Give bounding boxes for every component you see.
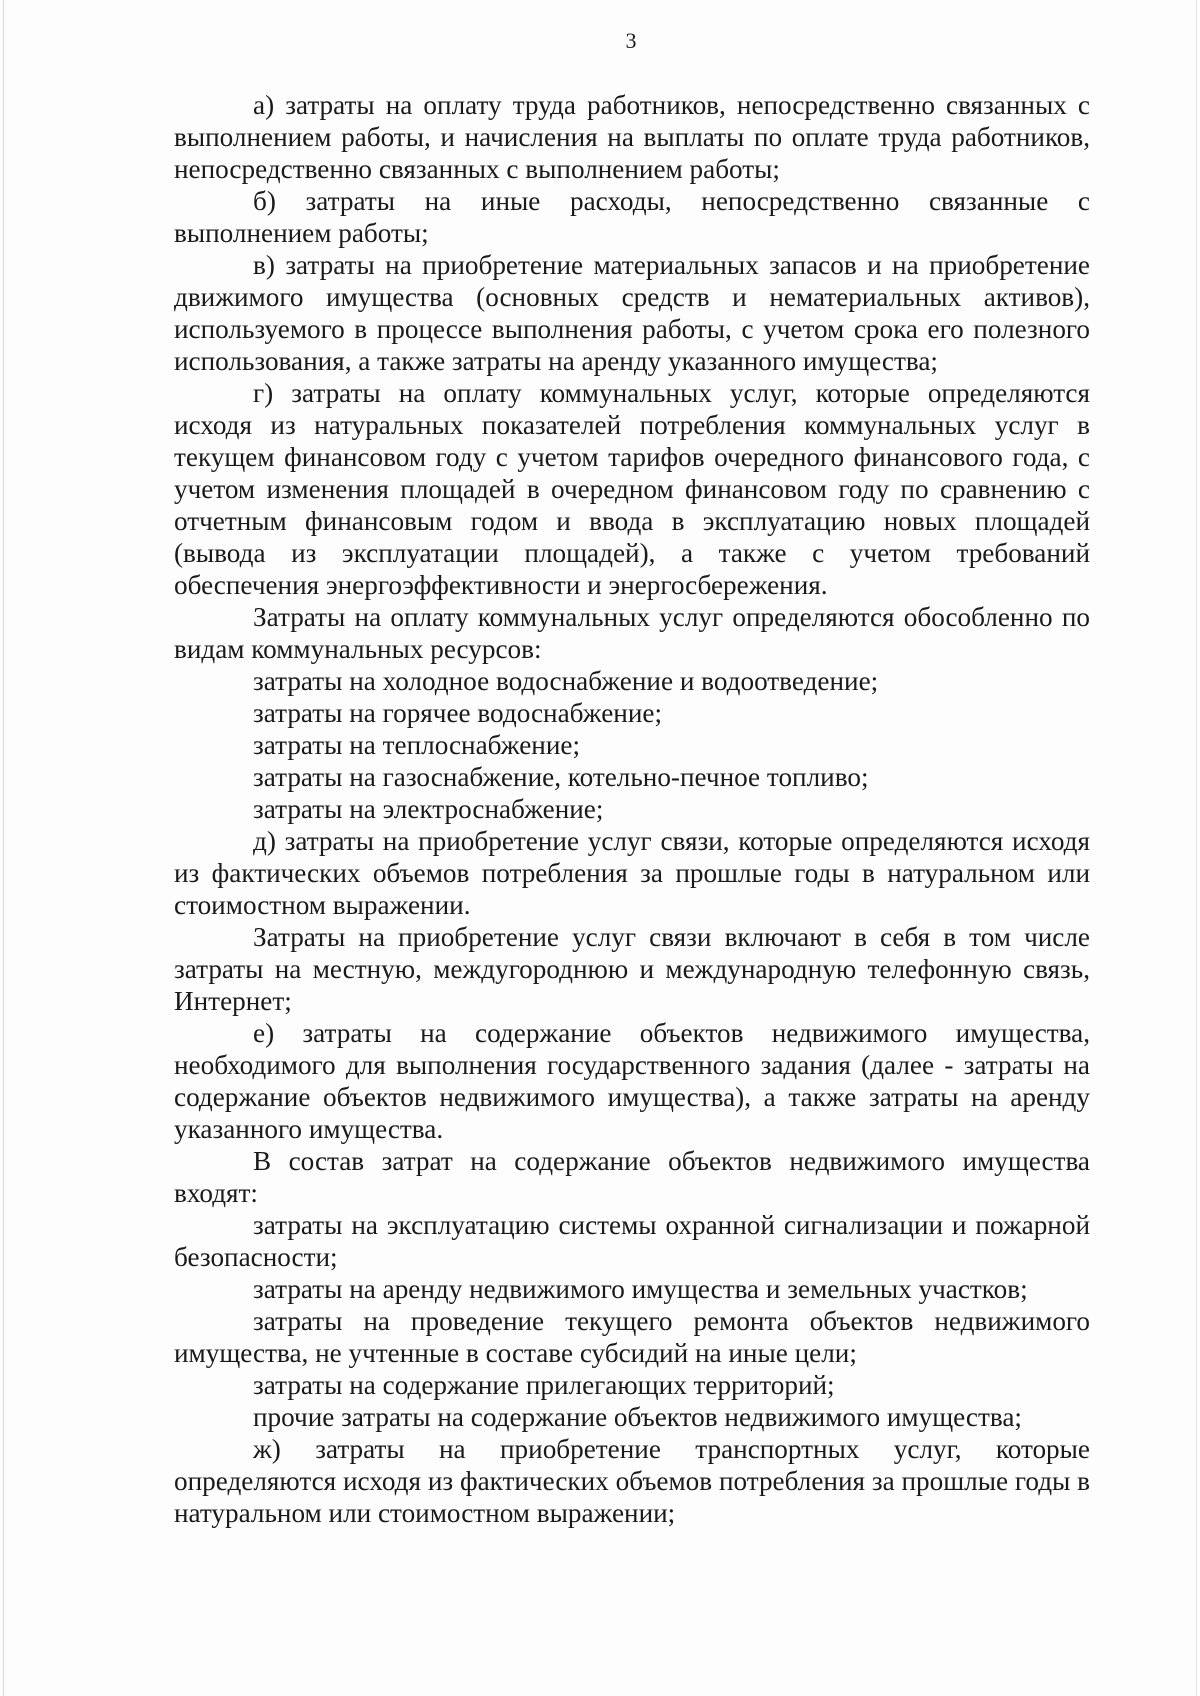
list-item-hot-water: затраты на горячее водоснабжение; bbox=[253, 698, 663, 728]
document-body bbox=[174, 89, 1090, 1529]
list-item-territories: затраты на содержание прилегающих территорий; bbox=[253, 1370, 835, 1400]
paragraph-utilities-intro: Затраты на оплату коммунальных услуг определяются обособленно по видам коммунальных ресурсов: bbox=[174, 602, 1090, 664]
scan-edge-left bbox=[3, 0, 4, 1696]
paragraph-property-intro: В состав затрат на содержание объектов недвижимого имущества входят: bbox=[174, 1146, 1090, 1208]
paragraph-v: в) затраты на приобретение материальных запасов и на приобретение движимого имущества (основных средств и нематериальных активов), используемого в процессе выполнения работы, с учетом срока его полезного использования, а также затраты на аренду указанного имущества; bbox=[174, 250, 1090, 376]
list-item-repair: затраты на проведение текущего ремонта объектов недвижимого имущества, не учтенные в составе субсидий на иные цели; bbox=[174, 1306, 1090, 1368]
list-item-gas: затраты на газоснабжение, котельно-печное топливо; bbox=[253, 762, 869, 792]
list-item-rent: затраты на аренду недвижимого имущества и земельных участков; bbox=[253, 1274, 1028, 1304]
paragraph-g: г) затраты на оплату коммунальных услуг, которые определяются исходя из натуральных показателей потребления коммунальных услуг в текущем финансовом году с учетом тарифов очередного финансового года, с учетом изменения площадей в очередном финансовом году по сравнению с отчетным финансовым годом и ввода в эксплуатацию новых площадей (вывода из эксплуатации площадей), а также с учетом требований обеспечения энергоэффективности и энергосбережения. bbox=[174, 378, 1090, 600]
list-item-heating: затраты на теплоснабжение; bbox=[253, 730, 581, 760]
list-item-security-systems: затраты на эксплуатацию системы охранной сигнализации и пожарной безопасности; bbox=[174, 1210, 1090, 1272]
paragraph-communications: Затраты на приобретение услуг связи включают в себя в том числе затраты на местную, междугороднюю и международную телефонную связь, Интернет; bbox=[174, 922, 1090, 1016]
scan-edge-right bbox=[1196, 0, 1197, 1696]
paragraph-b: б) затраты на иные расходы, непосредственно связанные с выполнением работы; bbox=[174, 186, 1090, 248]
list-item-electricity: затраты на электроснабжение; bbox=[253, 794, 604, 824]
list-item-other: прочие затраты на содержание объектов недвижимого имущества; bbox=[253, 1402, 1022, 1432]
paragraph-zh: ж) затраты на приобретение транспортных услуг, которые определяются исходя из фактических объемов потребления за прошлые годы в натуральном или стоимостном выражении; bbox=[174, 1434, 1090, 1528]
page-number: 3 bbox=[625, 28, 637, 53]
list-item-cold-water: затраты на холодное водоснабжение и водоотведение; bbox=[253, 666, 879, 696]
paragraph-a: а) затраты на оплату труда работников, непосредственно связанных с выполнением работы, и начисления на выплаты по оплате труда работников, непосредственно связанных с выполнением работы; bbox=[174, 90, 1090, 184]
paragraph-d: д) затраты на приобретение услуг связи, которые определяются исходя из фактических объемов потребления за прошлые годы в натуральном или стоимостном выражении. bbox=[174, 826, 1090, 920]
paragraph-e: е) затраты на содержание объектов недвижимого имущества, необходимого для выполнения государственного задания (далее - затраты на содержание объектов недвижимого имущества), а также затраты на аренду указанного имущества. bbox=[174, 1018, 1090, 1144]
